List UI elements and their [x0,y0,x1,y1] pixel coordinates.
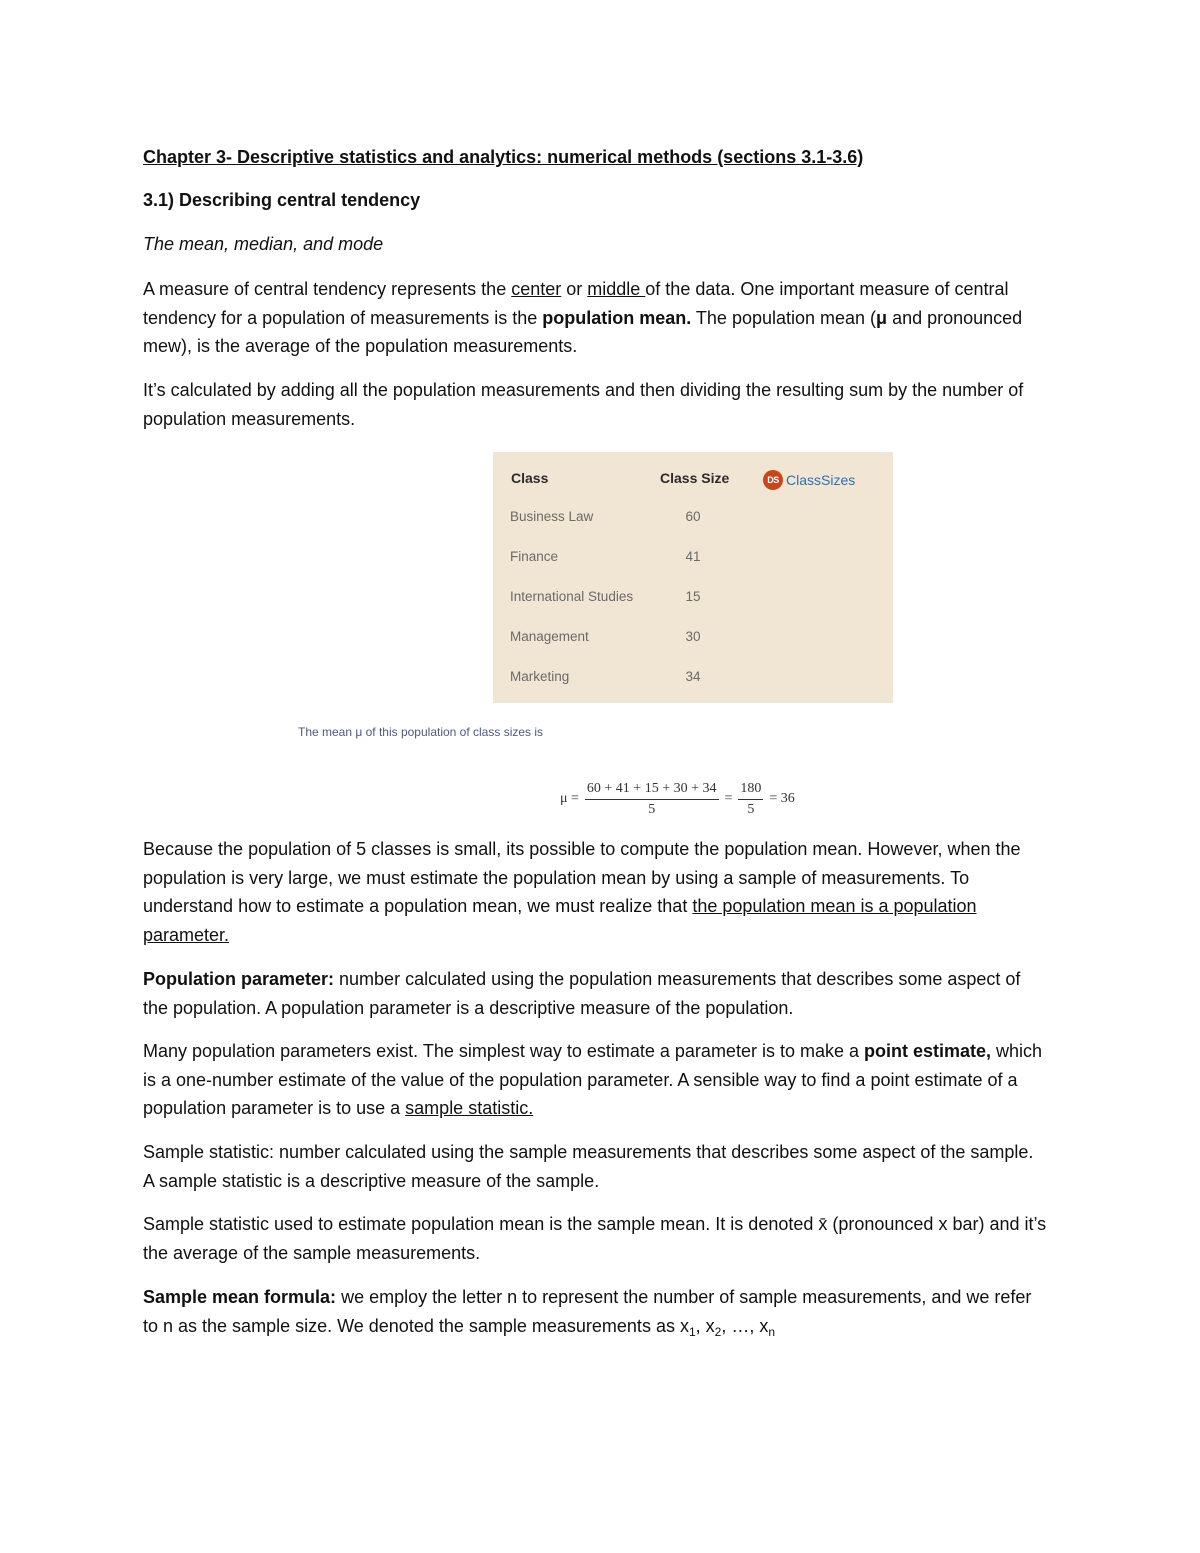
mean-formula [560,776,795,822]
table-cell-class: Marketing [510,669,570,684]
paragraph-estimation: Because the population of 5 classes is small, its possible to compute the population mean. However, when the population is very large, we must estimate the population mean by using a sample of measurements. To understand how to estimate a population mean, we must realize that the population mean is a population parameter. [143,839,1021,945]
formula-equals: = [724,791,733,806]
table-cell-class: International Studies [510,589,634,604]
paragraph-central-tendency: A measure of central tendency represents the center or middle of the data. One important measure of central tendency for a population of measurements is the population mean. The population mean (μ and pronounced mew), is the average of the population measurements. [143,279,1023,356]
formula-numerator: 180 [740,780,762,796]
formula-fraction-total [738,781,763,818]
formula-numerator: 60 + 41 + 15 + 30 + 34 [586,780,717,796]
mean-caption: The mean μ of this population of class sizes is [298,725,544,739]
formula-denominator: 5 [738,799,763,818]
paragraph-population-parameter: Population parameter: number calculated using the population measurements that describes some aspect of the population. A population parameter is a descriptive measure of the population. [143,969,1021,1018]
section-heading: 3.1) Describing central tendency [143,190,421,210]
classsizes-logo [763,470,855,490]
ds-badge-icon: DS [763,470,783,490]
paragraph-point-estimate: Many population parameters exist. The simplest way to estimate a parameter is to make a point estimate, which is a one-number estimate of the value of the population parameter. A sensible way to find a point estimate of a population parameter is to use a sample statistic. [143,1041,1043,1118]
table-cell-size: 30 [685,629,701,644]
formula-lhs: μ = [560,791,579,806]
table-cell-size: 60 [685,509,701,524]
formula-result: = 36 [769,791,795,806]
paragraph-sample-statistic: Sample statistic: number calculated using the sample measurements that describes some aspect of the sample. A sample statistic is a descriptive measure of the sample. [143,1142,1034,1191]
class-sizes-table-image [493,452,893,703]
formula-denominator: 5 [585,799,719,818]
column-header-class-size: Class Size [660,470,730,486]
table-cell-class: Management [510,629,589,644]
table-cell-size: 41 [685,549,701,564]
table-cell-size: 15 [685,589,701,604]
column-header-class: Class [511,470,549,486]
paragraph-sample-mean-formula: Sample mean formula: we employ the letter n to represent the number of sample measurements, and we refer to n as the sample size. We denoted the sample measurements as $x_1$, $x_2$, …, $x_n$ [143,1287,1032,1339]
table-cell-size: 34 [685,669,701,684]
paragraph-calculation: It’s calculated by adding all the population measurements and then dividing the resulting sum by the number of population measurements. [143,380,1024,429]
logo-text: ClassSizes [786,472,856,488]
formula-fraction-sum [585,781,719,818]
table-cell-class: Business Law [510,509,594,524]
table-cell-class: Finance [510,549,559,564]
italic-subtitle: The mean, median, and mode [143,234,384,254]
chapter-heading: Chapter 3- Descriptive statistics and analytics: numerical methods (sections 3.1-3.6) [143,147,864,167]
paragraph-sample-mean: Sample statistic used to estimate population mean is the sample mean. It is denoted x̄ (pronounced x bar) and it’s the average of the sample measurements. [143,1214,1047,1263]
